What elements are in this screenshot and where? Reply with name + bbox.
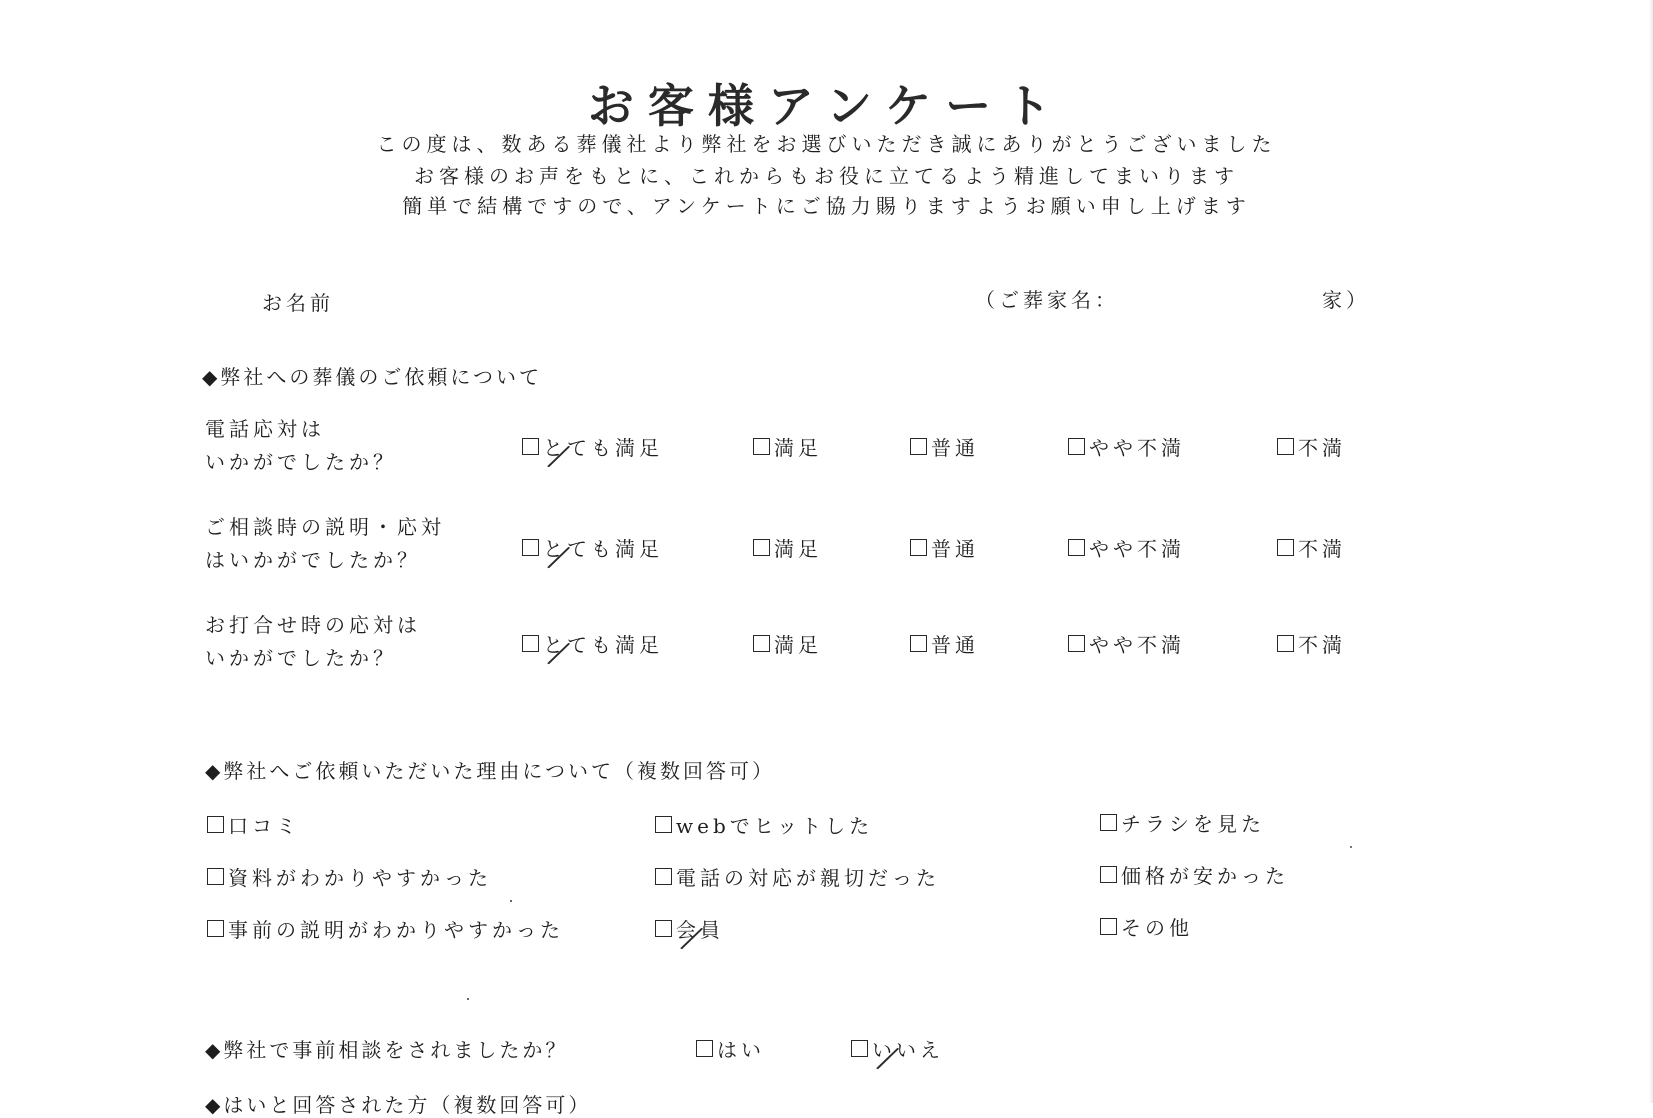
rating-label: とても満足 (543, 537, 663, 561)
checkbox-icon (910, 438, 927, 455)
name-label: お名前 (262, 291, 334, 315)
reason-clear-materials[interactable] (207, 862, 492, 891)
survey-title: お客様アンケート (587, 79, 1066, 133)
family-name-field[interactable] (1115, 288, 1310, 314)
option-label: いいえ (872, 1038, 944, 1062)
rating-label: とても満足 (543, 633, 663, 657)
checkbox-icon (696, 1040, 713, 1057)
q2-rating-normal[interactable] (910, 533, 979, 562)
intro-line-2: お客様のお声をもとに、これからもお役に立てるよう精進してまいります (414, 164, 1239, 188)
reason-label: 価格が安かった (1121, 864, 1289, 888)
question-2-line-1: ご相談時の説明・応対 (205, 515, 445, 539)
scan-speck (1350, 846, 1352, 848)
rating-label: とても満足 (543, 436, 663, 460)
prior-consultation-no[interactable] (851, 1034, 944, 1063)
question-1-line-2: いかがでしたか？ (205, 450, 397, 474)
reason-label: 資料がわかりやすかった (228, 866, 492, 890)
option-label: はい (717, 1038, 765, 1062)
checkbox-icon (1100, 814, 1117, 831)
q2-rating-somewhat-dissatisfied[interactable] (1068, 533, 1185, 562)
rating-label: 普通 (931, 633, 979, 657)
family-suffix-label: 家） (1322, 288, 1370, 312)
intro-line-3: 簡単で結構ですので、アンケートにご協力賜りますようお願い申し上げます (402, 194, 1251, 218)
checkbox-icon (207, 868, 224, 885)
reason-label: webでヒットした (676, 814, 874, 838)
checkbox-icon (207, 816, 224, 833)
intro-line-1: この度は、数ある葬儀社より弊社をお選びいただき誠にありがとうございました (376, 132, 1277, 156)
reason-label: 電話の対応が親切だった (676, 866, 940, 890)
q3-rating-satisfied[interactable] (753, 629, 822, 658)
q1-rating-dissatisfied[interactable] (1277, 432, 1346, 461)
checkbox-icon (1277, 635, 1294, 652)
rating-label: 不満 (1298, 537, 1346, 561)
checkbox-icon (851, 1040, 868, 1057)
q3-rating-normal[interactable] (910, 629, 979, 658)
q1-rating-satisfied[interactable] (753, 432, 822, 461)
q2-rating-dissatisfied[interactable] (1277, 533, 1346, 562)
rating-label: 不満 (1298, 436, 1346, 460)
question-2-line-2: はいかがでしたか？ (205, 548, 421, 572)
checkbox-icon (753, 438, 770, 455)
checkbox-icon (655, 868, 672, 885)
q3-rating-very-satisfied[interactable] (522, 629, 663, 658)
reason-clear-explanation[interactable] (207, 914, 564, 943)
checkbox-icon (753, 539, 770, 556)
reason-low-price[interactable] (1100, 860, 1289, 889)
checkbox-icon (1068, 438, 1085, 455)
scan-edge (1649, 0, 1653, 1103)
checkbox-icon (910, 539, 927, 556)
checkbox-icon (1100, 918, 1117, 935)
scan-speck (510, 900, 512, 902)
q1-rating-normal[interactable] (910, 432, 979, 461)
checkbox-icon (522, 539, 539, 556)
family-name-label: （ご葬家名： (975, 288, 1119, 312)
section-4-title: ◆はいと回答された方（複数回答可） (205, 1093, 592, 1117)
question-3-line-2: いかがでしたか？ (205, 646, 397, 670)
q3-rating-somewhat-dissatisfied[interactable] (1068, 629, 1185, 658)
reason-member[interactable] (655, 914, 724, 943)
reason-other[interactable] (1100, 912, 1193, 941)
reason-kind-phone[interactable] (655, 862, 940, 891)
name-field[interactable] (340, 292, 900, 318)
reason-web-search[interactable] (655, 810, 873, 839)
rating-label: 普通 (931, 537, 979, 561)
rating-label: やや不満 (1089, 633, 1185, 657)
rating-label: 満足 (774, 537, 822, 561)
checkbox-icon (655, 816, 672, 833)
rating-label: やや不満 (1089, 537, 1185, 561)
q1-rating-somewhat-dissatisfied[interactable] (1068, 432, 1185, 461)
scan-speck (467, 998, 469, 1000)
section-2-title: ◆弊社へご依頼いただいた理由について（複数回答可） (205, 759, 775, 783)
reason-label: その他 (1121, 916, 1193, 940)
checkbox-icon (207, 920, 224, 937)
rating-label: 満足 (774, 436, 822, 460)
rating-label: やや不満 (1089, 436, 1185, 460)
reason-label: 会員 (676, 918, 724, 942)
question-3-line-1: お打合せ時の応対は (205, 613, 421, 637)
checkbox-icon (1100, 866, 1117, 883)
reason-label: 事前の説明がわかりやすかった (228, 918, 564, 942)
question-1-line-1: 電話応対は (205, 417, 325, 441)
checkbox-icon (522, 635, 539, 652)
prior-consultation-yes[interactable] (696, 1034, 765, 1063)
reason-label: チラシを見た (1121, 812, 1265, 836)
checkbox-icon (655, 920, 672, 937)
q2-rating-satisfied[interactable] (753, 533, 822, 562)
checkbox-icon (910, 635, 927, 652)
q2-rating-very-satisfied[interactable] (522, 533, 663, 562)
rating-label: 普通 (931, 436, 979, 460)
checkbox-icon (1277, 438, 1294, 455)
q1-rating-very-satisfied[interactable] (522, 432, 663, 461)
rating-label: 不満 (1298, 633, 1346, 657)
reason-label: 口コミ (228, 814, 300, 838)
checkbox-icon (1068, 539, 1085, 556)
rating-label: 満足 (774, 633, 822, 657)
reason-flyer[interactable] (1100, 808, 1265, 837)
checkbox-icon (753, 635, 770, 652)
section-1-title: ◆弊社への葬儀のご依頼について (202, 365, 542, 389)
checkbox-icon (1277, 539, 1294, 556)
q3-rating-dissatisfied[interactable] (1277, 629, 1346, 658)
checkbox-icon (1068, 635, 1085, 652)
reason-word-of-mouth[interactable] (207, 810, 300, 839)
checkbox-icon (522, 438, 539, 455)
section-3-title: ◆弊社で事前相談をされましたか？ (205, 1038, 569, 1062)
